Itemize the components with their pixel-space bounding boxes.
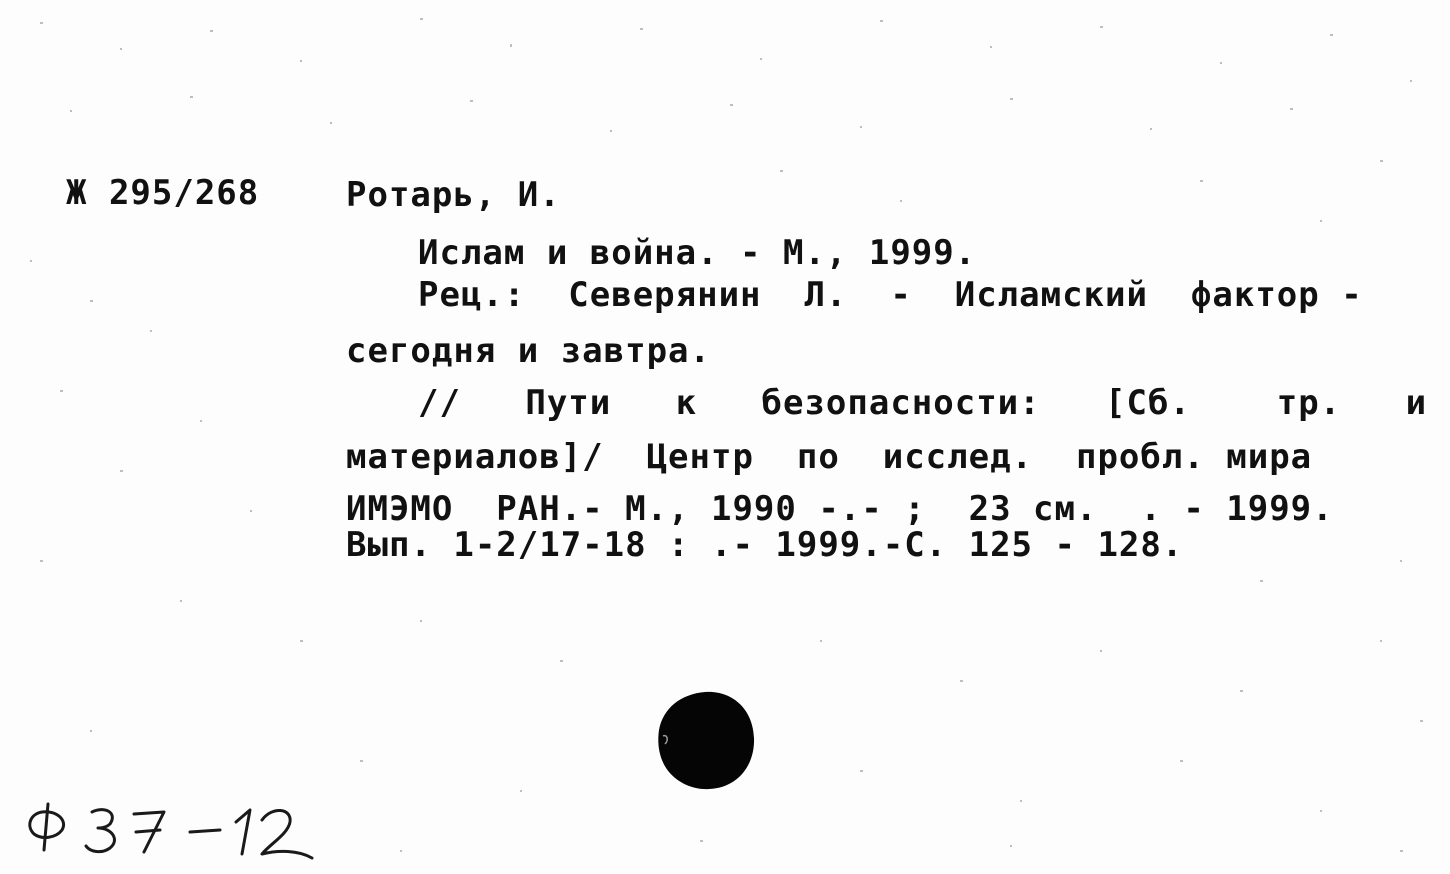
source-line-4: Вып. 1-2/17-18 : .- 1999.-С. 125 - 128. bbox=[346, 525, 1184, 565]
source-line-2: материалов]/ Центр по исслед. пробл. мира bbox=[346, 437, 1313, 477]
source-line-3: ИМЭМО РАН.- М., 1990 -.- ; 23 см. . - 1999. bbox=[346, 489, 1334, 529]
title-line: Ислам и война. - М., 1999. bbox=[418, 233, 977, 273]
handwritten-code bbox=[22, 792, 322, 872]
shelfmark: Ж 295/268 bbox=[66, 173, 260, 213]
review-line-2: сегодня и завтра. bbox=[346, 331, 711, 371]
punched-hole bbox=[655, 688, 757, 792]
review-line-1: Рец.: Северянин Л. - Исламский фактор - bbox=[418, 275, 1363, 315]
source-line-1: // Пути к безопасности: [Сб. тр. и bbox=[418, 383, 1428, 423]
author-name: Ротарь, И. bbox=[346, 175, 561, 215]
